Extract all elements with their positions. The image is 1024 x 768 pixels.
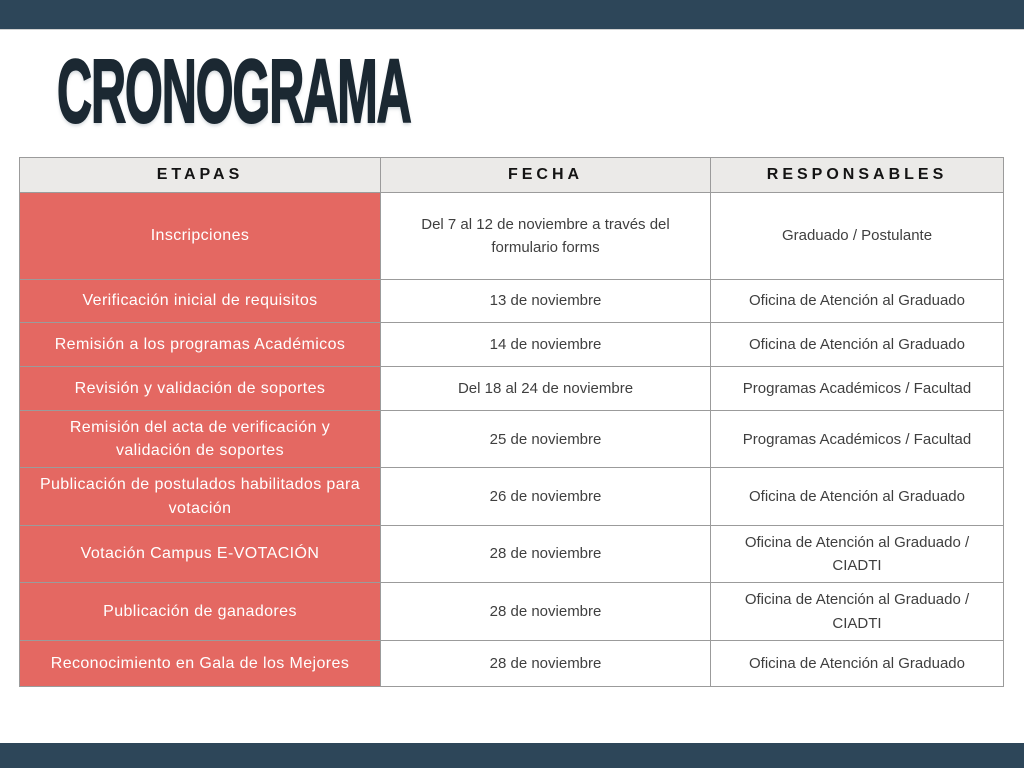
table-row [20,468,1004,525]
page-title: CRONOGRAMA [57,42,411,142]
fecha-cell: 13 de noviembre [381,280,711,323]
etapa-cell: Revisión y validación de soportes [20,367,381,411]
col-header-responsables: RESPONSABLES [711,158,1004,193]
table-body [20,193,1004,687]
table-row [20,280,1004,323]
table-row [20,193,1004,280]
etapa-cell: Remisión a los programas Académicos [20,323,381,367]
table-header-row [20,158,1004,193]
cronograma-table [19,157,1004,687]
responsables-cell: Oficina de Atención al Graduado [711,323,1004,367]
responsables-cell: Oficina de Atención al Graduado / CIADTI [711,583,1004,641]
fecha-cell: Del 18 al 24 de noviembre [381,367,711,411]
responsables-cell: Oficina de Atención al Graduado [711,468,1004,525]
top-accent-bar [0,0,1024,29]
etapa-cell: Inscripciones [20,193,381,280]
fecha-cell: 26 de noviembre [381,468,711,525]
responsables-cell: Programas Académicos / Facultad [711,411,1004,468]
fecha-cell: 14 de noviembre [381,323,711,367]
responsables-cell: Oficina de Atención al Graduado [711,640,1004,686]
etapa-cell: Reconocimiento en Gala de los Mejores [20,640,381,686]
etapa-cell: Publicación de ganadores [20,583,381,641]
etapa-cell: Votación Campus E-VOTACIÓN [20,525,381,583]
table-row [20,640,1004,686]
fecha-cell: 28 de noviembre [381,525,711,583]
table-row [20,323,1004,367]
fecha-cell: 28 de noviembre [381,583,711,641]
fecha-cell: Del 7 al 12 de noviembre a través del formulario forms [381,193,711,280]
table-row [20,411,1004,468]
col-header-etapas: ETAPAS [20,158,381,193]
table-row [20,525,1004,583]
responsables-cell: Oficina de Atención al Graduado / CIADTI [711,525,1004,583]
etapa-cell: Publicación de postulados habilitados para votación [20,468,381,525]
col-header-fecha: FECHA [381,158,711,193]
fecha-cell: 28 de noviembre [381,640,711,686]
etapa-cell: Verificación inicial de requisitos [20,280,381,323]
fecha-cell: 25 de noviembre [381,411,711,468]
responsables-cell: Oficina de Atención al Graduado [711,280,1004,323]
responsables-cell: Graduado / Postulante [711,193,1004,280]
bottom-accent-bar [0,743,1024,768]
etapa-cell: Remisión del acta de verificación y validación de soportes [20,411,381,468]
responsables-cell: Programas Académicos / Facultad [711,367,1004,411]
table-row [20,367,1004,411]
table-row [20,583,1004,641]
